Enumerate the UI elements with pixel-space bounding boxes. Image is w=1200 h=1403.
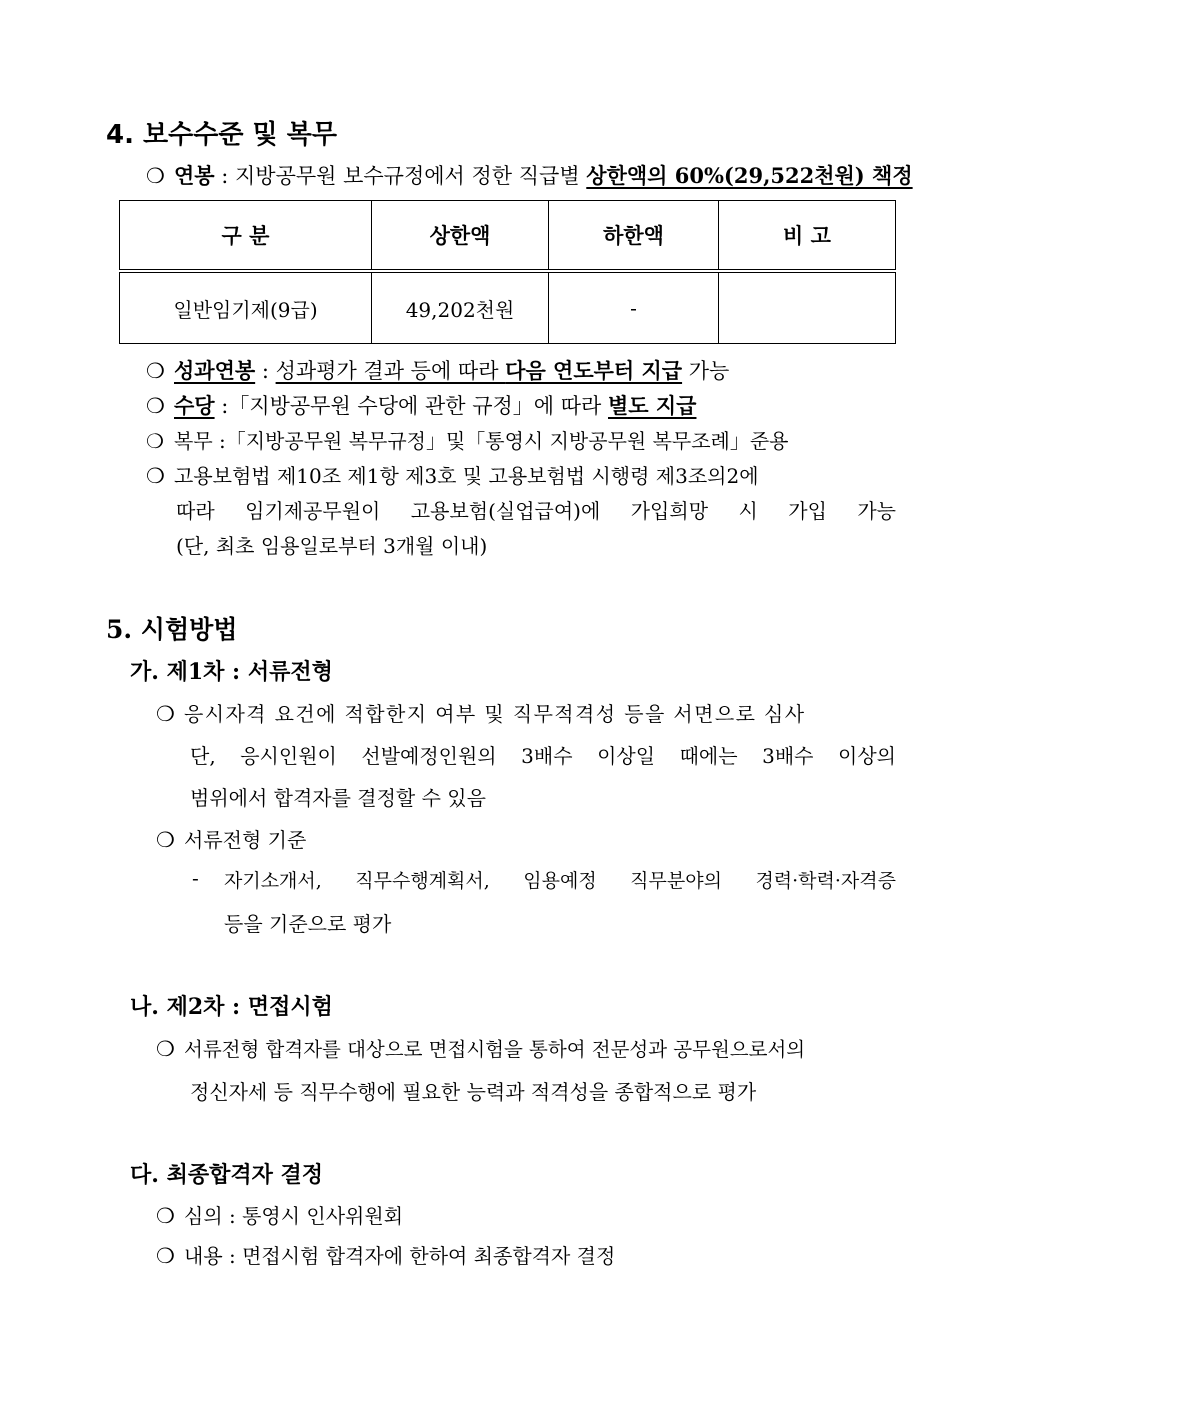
salary-label: 연봉 bbox=[174, 163, 215, 188]
bullet-circle: ❍ bbox=[146, 164, 165, 188]
final-content-item bbox=[156, 1240, 615, 1269]
screening-line-2-text: 단, 응시인원이 선발예정인원의 3배수 이상일 때에는 3배수 이상의 bbox=[190, 744, 896, 768]
separator: : bbox=[255, 359, 276, 383]
employment-insurance-item bbox=[146, 460, 759, 489]
screening-line-1: 응시자격 요건에 적합한지 여부 및 직무적격성 등을 서면으로 심사 bbox=[184, 702, 806, 726]
bullet-circle: ❍ bbox=[156, 1037, 175, 1061]
table-header-cell: 하한액 bbox=[549, 201, 719, 272]
screening-line-3: 범위에서 합격자를 결정할 수 있음 bbox=[190, 786, 486, 810]
bullet-circle: ❍ bbox=[156, 828, 175, 852]
table-header-cell: 구 분 bbox=[120, 201, 372, 272]
screening-criteria-item bbox=[156, 824, 306, 853]
bullet-circle: ❍ bbox=[146, 359, 165, 383]
final-review-item bbox=[156, 1200, 403, 1229]
performance-pay-line bbox=[146, 355, 729, 385]
insurance-line-2-text: 따라 임기제공무원이 고용보험(실업급여)에 가입희망 시 가입 가능 bbox=[176, 499, 896, 523]
bullet-circle: ❍ bbox=[146, 394, 165, 418]
salary-line bbox=[146, 160, 913, 190]
insurance-line-3: (단, 최초 임용일로부터 3개월 이내) bbox=[176, 534, 488, 558]
duty-text: 복무 :「지방공무원 복무규정」및「통영시 지방공무원 복무조례」준용 bbox=[174, 429, 789, 453]
interview-line-1: 서류전형 합격자를 대상으로 면접시험을 통하여 전문성과 공무원으로서의 bbox=[184, 1038, 806, 1061]
bullet-circle: ❍ bbox=[156, 702, 175, 726]
insurance-line-1: 고용보험법 제10조 제1항 제3호 및 고용보험법 시행령 제3조의2에 bbox=[174, 464, 759, 488]
table-header-row bbox=[120, 201, 896, 272]
table-header-cell: 상한액 bbox=[372, 201, 549, 272]
performance-pay-condition: 성과평가 결과 등에 따라 bbox=[275, 359, 506, 383]
bullet-circle: ❍ bbox=[156, 1204, 175, 1228]
insurance-line-2 bbox=[176, 495, 896, 524]
stage-1-title: 가. 제1차 : 서류전형 bbox=[130, 659, 333, 685]
final-title: 다. 최종합격자 결정 bbox=[130, 1162, 323, 1188]
stage-2-title: 나. 제2차 : 면접시험 bbox=[130, 994, 333, 1020]
allowance-text: :「지방공무원 수당에 관한 규정」에 따라 bbox=[214, 394, 608, 418]
table-row bbox=[120, 271, 896, 344]
screening-criteria-label: 서류전형 기준 bbox=[184, 828, 307, 852]
table-header-cell: 비 고 bbox=[719, 201, 896, 272]
performance-pay-label: 성과연봉 bbox=[174, 358, 256, 383]
criteria-line-1 bbox=[224, 866, 896, 893]
table-cell bbox=[719, 271, 896, 344]
bullet-circle: ❍ bbox=[146, 429, 164, 453]
bullet-circle: ❍ bbox=[146, 464, 165, 488]
allowance-emphasis: 별도 지급 bbox=[608, 393, 697, 418]
allowance-label: 수당 bbox=[174, 393, 215, 418]
screening-item bbox=[156, 698, 806, 727]
table-cell: 일반임기제(9급) bbox=[120, 271, 372, 344]
screening-line-2 bbox=[190, 740, 896, 769]
bullet-circle: ❍ bbox=[156, 1244, 175, 1268]
performance-pay-emphasis: 다음 연도부터 지급 bbox=[505, 358, 683, 383]
duty-line bbox=[146, 425, 789, 454]
interview-line-2: 정신자세 등 직무수행에 필요한 능력과 적격성을 종합적으로 평가 bbox=[190, 1080, 757, 1104]
criteria-dash: - bbox=[192, 866, 199, 890]
salary-emphasis: 상한액의 60%(29,522천원) 책정 bbox=[586, 163, 913, 188]
section-4-heading: 4. 보수수준 및 복무 bbox=[106, 120, 337, 150]
criteria-line-2: 등을 기준으로 평가 bbox=[224, 912, 392, 936]
performance-pay-tail: 가능 bbox=[682, 359, 730, 383]
final-review-text: 심의 : 통영시 인사위원회 bbox=[184, 1204, 404, 1228]
allowance-line bbox=[146, 390, 696, 420]
section-5-heading: 5. 시험방법 bbox=[106, 615, 238, 644]
salary-table bbox=[119, 200, 896, 344]
table-cell: 49,202천원 bbox=[372, 271, 549, 344]
salary-text: : 지방공무원 보수규정에서 정한 직급별 bbox=[214, 164, 587, 188]
table-cell: - bbox=[549, 271, 719, 344]
interview-item bbox=[156, 1034, 805, 1062]
criteria-line-1-text: 자기소개서, 직무수행계획서, 임용예정 직무분야의 경력·학력·자격증 bbox=[224, 870, 896, 892]
final-content-text: 내용 : 면접시험 합격자에 한하여 최종합격자 결정 bbox=[184, 1244, 616, 1268]
